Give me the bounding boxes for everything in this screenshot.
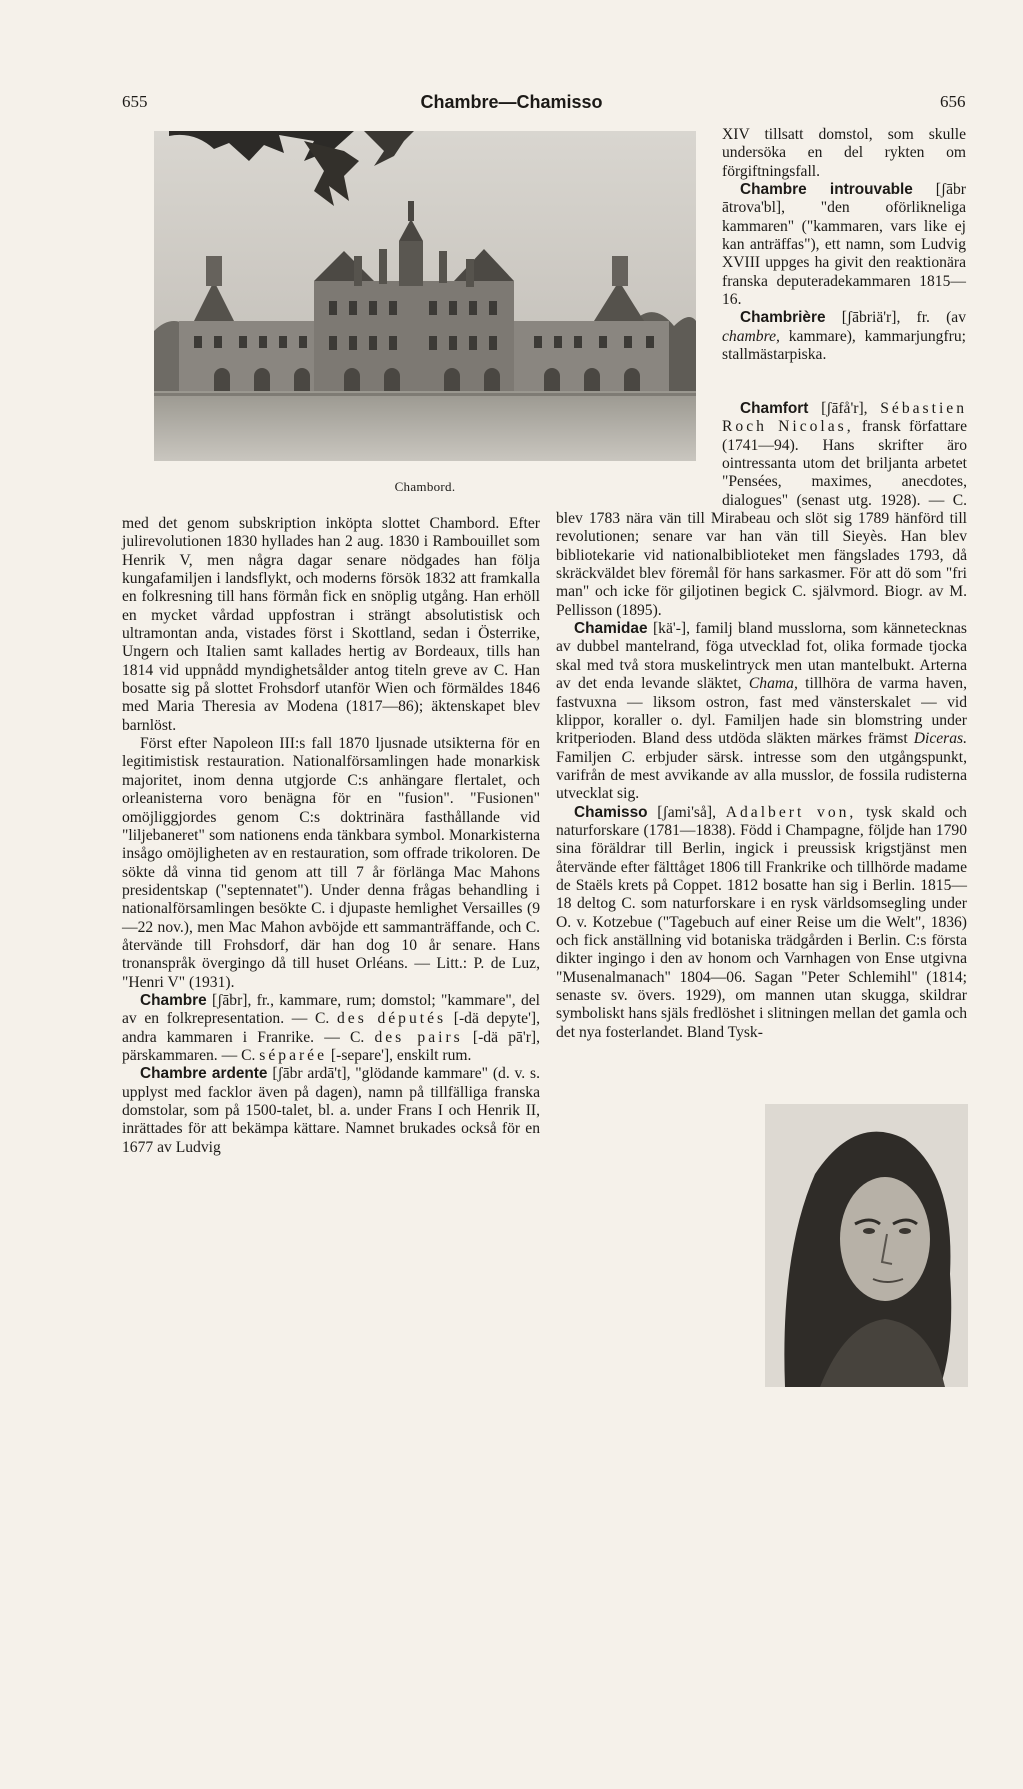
entry-chamfort: Chamfort [ʃāfå'r], Sébastien Roch Nicolas, fransk författare (1741—94). Hans skrifter äro ointressanta utom det briljanta arbetet "Pensées, maximes, anecdotes, dialogues" (senast utg. 1928). — C. blev 1783 nära vän till Mirabeau och slöt sig 1789 hänförd till revolutionen; senare var han vän till Sieyès. Han blev bibliotekarie vid nationalbiblioteket men fängslades 1793, då skräckväldet blev föremål för hans sarkasmer. För att dö som "fri man" och icke för giljotinen begick C. självmord. Biogr. av M. Pellisson (1895). (556, 400, 967, 619)
photo-caption: Chambord. (394, 479, 456, 494)
page-number-left: 655 (122, 92, 148, 111)
headword-chambre: Chambre (140, 991, 207, 1009)
headword-chamidae: Chamidae (574, 620, 648, 638)
entry-chamidae: Chamidae [kä'-], familj bland musslorna, som kännetecknas av dubbel mantelrand, föga utvecklad fot, olika formade tjocka skal med två stora muskelintryck men utan mantelbukt. Arterna av det enda levande släktet, Chama, tillhöra de varma haven, fastvuxna — liksom ostron, fast med vänsterskalet — vid klippor, koraller o. dyl. Familjen hade sin blomstring under kritperioden. Bland dess utdöda släkten märkes främst Diceras. Familjen C. erbjuder särsk. intresse som den utgångspunkt, varifrån de mest avvikande av alla musslor, de fossila rudisterna utvecklat sig. (556, 620, 967, 803)
running-title: Chambre—Chamisso (420, 92, 603, 112)
entry-chambre-ardente-cont: XIV tillsatt domstol, som skulle undersöka en del rykten om förgiftningsfall. (722, 126, 966, 180)
entry-chambre-ardente: Chambre ardente [ʃābr ardā't], "glödande kammare" (d. v. s. upplyst med facklor även på dagen), namn på tillfälliga franska domstolar, som på 1500-talet, bl. a. under Frans I och Henrik II, inrättades för att bekämpa kättare. Namnet brukades också för en 1677 av Ludvig (122, 1065, 540, 1156)
photo-wrap-space (556, 400, 722, 492)
right-column-top (722, 126, 966, 364)
headword-chambre-introuvable: Chambre introuvable (740, 181, 913, 199)
page-number-right: 656 (940, 92, 966, 111)
article-chambord-p2: Först efter Napoleon III:s fall 1870 ljusnade utsikterna för en legitimistisk restauration. Nationalförsamlingen hade monarkisk majoritet, inom denna utgjorde C:s anhängare flertalet, och orleanisterna voro benägna för en "fusion". "Fusionen" omöjliggjordes genom C:s doktrinära fasthållande vid "liljebaneret" som nationens enda tänkbara symbol. Monarkisterna insågo omöjligheten av en restauration, som offrade trikoloren. De sökte då vinna tid genom att till 7 år förlänga Mac Mahons presidentskap ("septennatet"). Under denna frågas behandling i nationalförsamlingen besökte C. i djupaste hemlighet Versailles (9—22 nov.), men Mac Mahon avböjde ett sammanträffande, och C. återvände till Frohsdorf, där han dog 10 år senare. Hans tronanspråk övergingo då till huset Orléans. — Litt.: P. de Luz, "Henri V" (1931). (122, 735, 540, 991)
entry-chambriere: Chambrière [ʃābriä'r], fr. (av chambre, kammare), kammarjungfru; stallmästarpiska. (722, 309, 966, 364)
headword-chambre-ardente: Chambre ardente (140, 1065, 268, 1083)
entry-chamisso: Chamisso [ʃami'så], Adalbert von, tysk skald och naturforskare (1781—1838). Född i Champagne, följde han 1790 sina föräldrar till Berlin, ingick i preussisk krigstjänst men återvände efter fälttåget 1806 till Frankrike och tillhörde madame de Staëls krets på Coppet. 1812 bosatte han sig i Berlin. 1815—18 deltog C. som naturforskare i en rysk världsomsegling under O. v. Kotzebue ("Tagebuch auf einer Reise um die Welt", 1836) och fick anställning vid botaniska trädgården i Berlin. C:s första dikter ingingo i den av honom och Varnhagen von Ense utgivna "Musenalmanach" 1804—06. Sagan "Peter Schlemihl" (1814; senaste sv. övers. 1929), om mannen utan skugga, skildrar symboliskt hans själs fredlöshet i slitningen mellan det gamla och det nya fosterlandet. Bland Tysk- (556, 803, 967, 1041)
entry-chambre: Chambre [ʃābr], fr., kammare, rum; domstol; "kammare", del av en folkrepresentation. — C. des députés [-dä depyte'], andra kammaren i Franrike. — C. des pairs [-dä pā'r], pärskammaren. — C. séparée [-separe'], enskilt rum. (122, 991, 541, 1064)
portrait-wrap-space (755, 1499, 967, 1789)
headword-chambriere: Chambrière (740, 309, 826, 327)
chamisso-portrait (765, 1104, 968, 1387)
headword-chamisso: Chamisso (574, 803, 648, 821)
article-chambord-cont: med det genom subskription inköpta slottet Chambord. Efter julirevolutionen 1830 hyllades han 2 aug. 1830 i Rambouillet som Henrik V, men några dagar senare nödgades han följa kungafamiljen i landsflykt, och moderns försök 1832 att framkalla en folkresning till hans förmån fick en snöplig utgång. Han erhöll en mycket vårdad uppfostran i strängt absolutistisk och ultramontan anda, vistades först i Skottland, sedan i Österrike, Ungern och Italien samt kallades hertig av Bordeaux, tills han 1814 vid uppnådd myndighetsålder antog titeln greve av C. Han bosatte sig på slottet Frohsdorf utanför Wien och förmäldes 1846 med Maria Theresia av Modena (1817—86); äktenskapet blev barnlöst. (122, 515, 540, 734)
right-column-main (556, 400, 967, 1789)
entry-chambre-introuvable: Chambre introuvable [ʃābr ātrova'bl], "den oförlikneliga kammaren" ("kammaren, vars like ej kan anträffas"), ett namn, som Ludvig XVIII uppges ha givit den reaktionära franska deputeradekammaren 1815—16. (722, 181, 966, 309)
headword-chamfort: Chamfort (740, 400, 809, 417)
left-column (122, 515, 540, 1157)
